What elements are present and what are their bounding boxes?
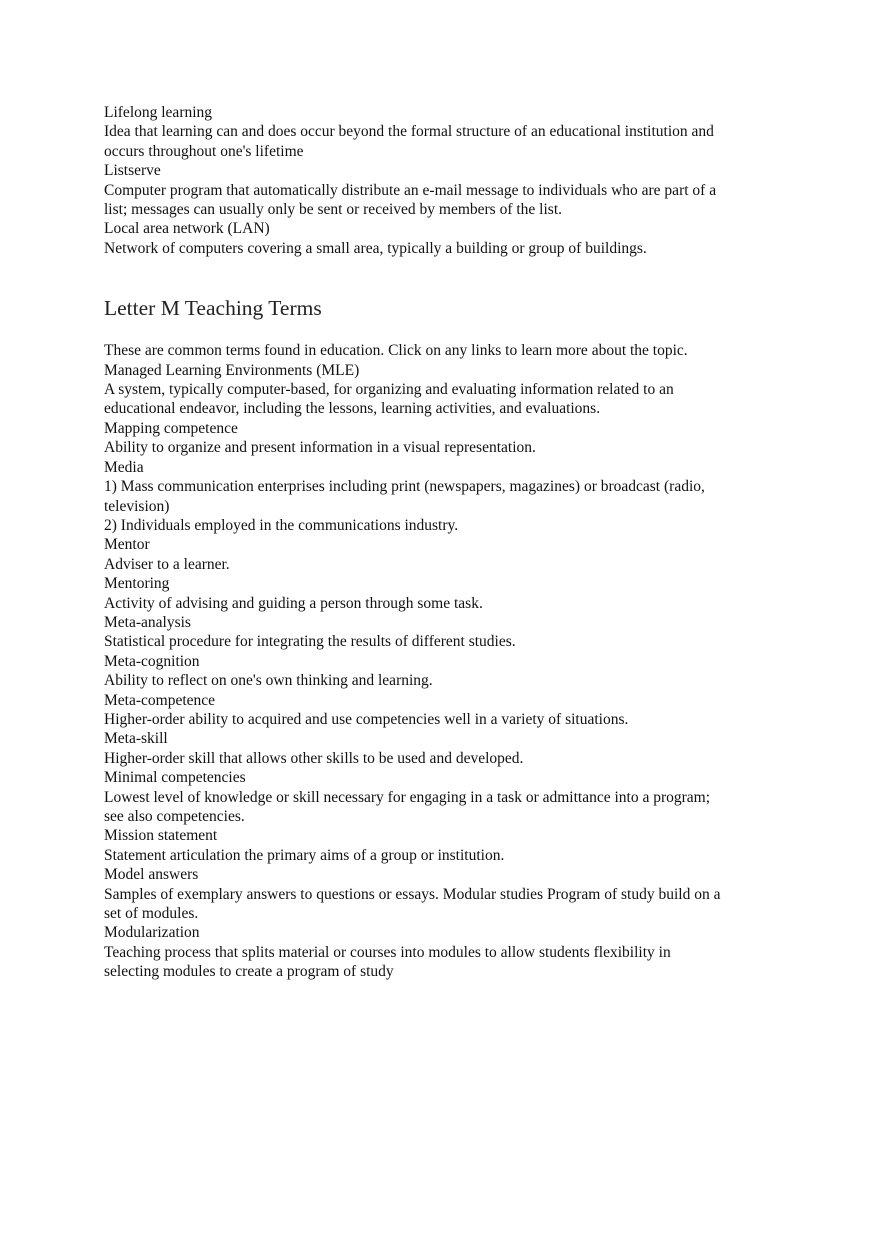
section-heading: Letter M Teaching Terms xyxy=(104,296,322,321)
term-definition: Network of computers covering a small area, typically a building or group of buildings. xyxy=(104,239,647,257)
term-title: Meta-skill xyxy=(104,730,168,748)
term-definition: Ability to reflect on one's own thinking and learning. xyxy=(104,672,433,690)
term-definition: Adviser to a learner. xyxy=(104,555,230,573)
term-definition: Idea that learning can and does occur beyond the formal structure of an educational institution and occurs throughout one's lifetime xyxy=(104,123,714,160)
section-intro: These are common terms found in education. Click on any links to learn more about the topic. xyxy=(104,342,688,360)
term-definition: Statement articulation the primary aims of a group or institution. xyxy=(104,846,505,864)
term-definition: Teaching process that splits material or courses into modules to allow students flexibility in selecting modules to create a program of study xyxy=(104,943,671,981)
term-definition: Activity of advising and guiding a person through some task. xyxy=(104,594,483,612)
term-title: Minimal competencies xyxy=(104,769,246,787)
term-definition: Ability to organize and present information in a visual representation. xyxy=(104,439,536,457)
term-title: Listserve xyxy=(104,162,161,180)
term-definition: Higher-order ability to acquired and use competencies well in a variety of situations. xyxy=(104,710,629,728)
term-title: Mentoring xyxy=(104,575,170,593)
term-title: Managed Learning Environments (MLE) xyxy=(104,361,360,379)
term-title: Meta-analysis xyxy=(104,613,191,631)
term-title: Lifelong learning xyxy=(104,104,213,121)
term-title: Mapping competence xyxy=(104,419,238,437)
term-definition: 1) Mass communication enterprises including print (newspapers, magazines) or broadcast (radio, television) xyxy=(104,478,705,515)
term-definition: Higher-order skill that allows other skills to be used and developed. xyxy=(104,749,524,767)
term-title: Model answers xyxy=(104,866,199,884)
document-page xyxy=(104,103,724,982)
term-definition: Statistical procedure for integrating the results of different studies. xyxy=(104,633,516,651)
term-title: Meta-competence xyxy=(104,691,216,709)
term-title: Modularization xyxy=(104,924,200,942)
term-definition: Samples of exemplary answers to questions or essays. Modular studies Program of study build on a set of modules. xyxy=(104,885,721,923)
term-definition: Computer program that automatically distribute an e-mail message to individuals who are part of a list; messages can usually only be sent or received by members of the list. xyxy=(104,181,717,219)
term-title: Media xyxy=(104,458,144,476)
term-title: Mentor xyxy=(104,536,150,554)
term-title: Mission statement xyxy=(104,827,218,845)
term-definition: A system, typically computer-based, for organizing and evaluating information related to an educational endeavor, including the lessons, learning activities, and evaluations. xyxy=(104,381,674,418)
term-definition: Lowest level of knowledge or skill necessary for engaging in a task or admittance into a program; see also competencies. xyxy=(104,788,711,825)
term-definition-2: 2) Individuals employed in the communications industry. xyxy=(104,516,459,534)
term-title: Meta-cognition xyxy=(104,652,200,670)
term-title: Local area network (LAN) xyxy=(104,220,270,238)
